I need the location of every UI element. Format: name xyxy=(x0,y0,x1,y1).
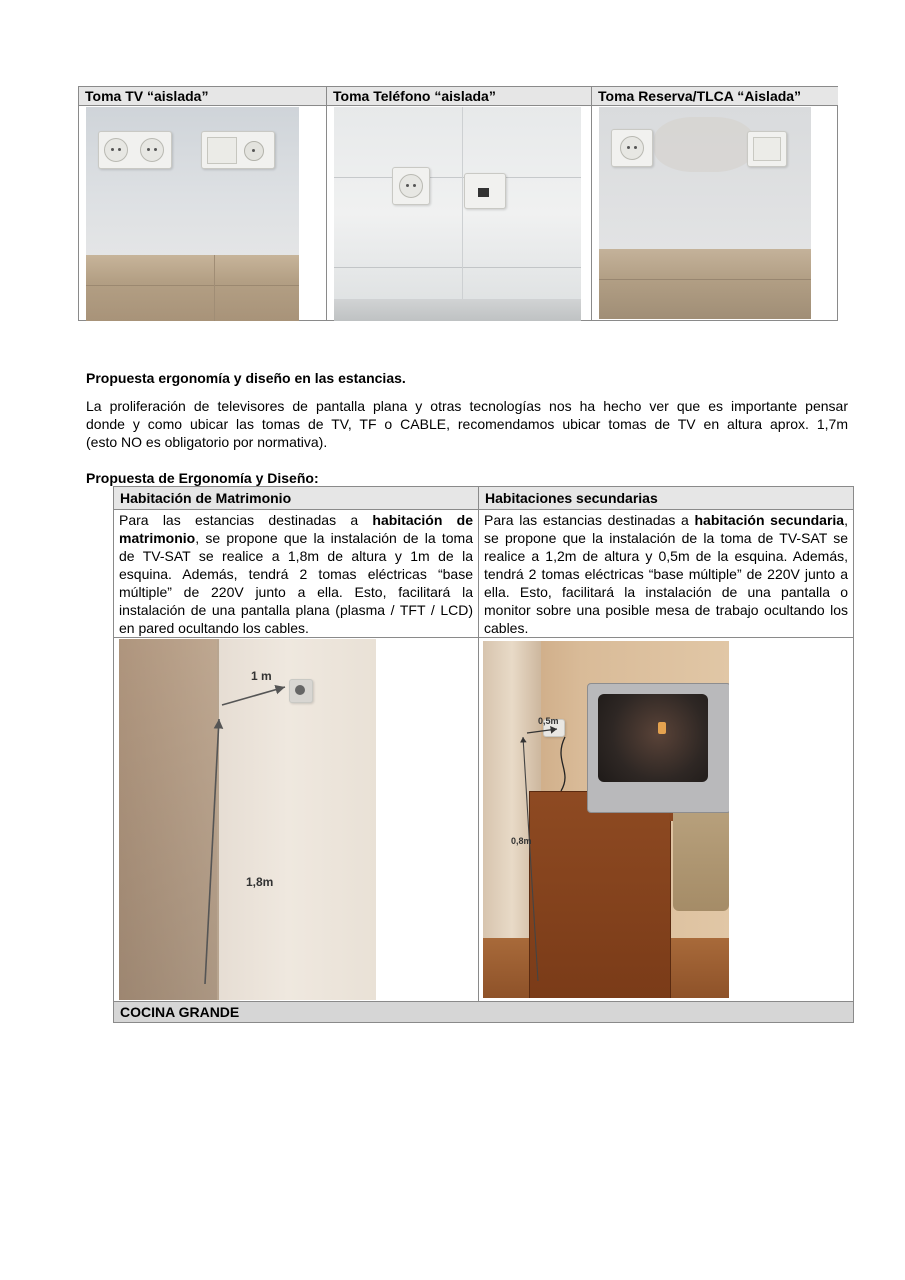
photo-toma-telefono xyxy=(334,107,581,321)
header-matrimonio: Habitación de Matrimonio xyxy=(114,487,478,509)
description-secundaria: Para las estancias destinadas a habitación secundaria, se propone que la instalación de la toma de TV-SAT se realice a 1,2m de altura y 0,5m de la esquina. Además, tendrá 2 tomas eléctricas “base múltiple” de 220V junto a ella. Esto, facilitará la instalación de una pantalla o monitor sobre una posible mesa de trabajo ocultando los cables. xyxy=(484,512,848,636)
column-header-tv: Toma TV “aislada” xyxy=(79,87,326,106)
label-1m: 1 m xyxy=(251,669,272,683)
rooms-table xyxy=(113,486,854,1023)
intro-paragraph xyxy=(86,397,848,451)
photo-toma-reserva xyxy=(599,107,811,319)
measurement-arrows-secundaria xyxy=(483,641,729,998)
label-0-5m: 0,5m xyxy=(538,716,559,726)
photo-habitacion-secundaria xyxy=(483,641,729,998)
measurement-arrows xyxy=(119,639,376,1000)
section-heading-propuesta: Propuesta de Ergonomía y Diseño: xyxy=(86,470,319,486)
outlets-table xyxy=(78,86,838,321)
column-header-telefono: Toma Teléfono “aislada” xyxy=(327,87,591,106)
section-heading-ergonomia: Propuesta ergonomía y diseño en las estancias. xyxy=(86,370,406,386)
intro-line: (esto NO es obligatorio por normativa). xyxy=(86,434,328,450)
column-header-reserva: Toma Reserva/TLCA “Aislada” xyxy=(592,87,838,106)
description-matrimonio: Para las estancias destinadas a habitación de matrimonio, se propone que la instalación de la toma de TV-SAT se realice a 1,8m de altura y 1m de la esquina. Además, tendrá 2 tomas eléctricas “base múltiple” de 220V junto a ella. Esto, facilitará la instalación de una pantalla plana (plasma / TFT / LCD) en pared ocultando los cables. xyxy=(119,512,473,636)
header-secundarias: Habitaciones secundarias xyxy=(479,487,853,509)
photo-habitacion-matrimonio xyxy=(119,639,376,1000)
intro-line: donde y como ubicar las tomas de TV, TF o CABLE, recomendamos ubicar tomas de TV en altura aprox. 1,7m xyxy=(86,416,848,432)
label-0-8m: 0,8m xyxy=(511,836,532,846)
section-cocina-grande: COCINA GRANDE xyxy=(114,1001,853,1022)
intro-line: La proliferación de televisores de pantalla plana y otras tecnologías nos ha hecho ver que es importante pensar xyxy=(86,398,848,414)
photo-toma-tv xyxy=(86,107,299,321)
label-1-8m: 1,8m xyxy=(246,875,274,889)
